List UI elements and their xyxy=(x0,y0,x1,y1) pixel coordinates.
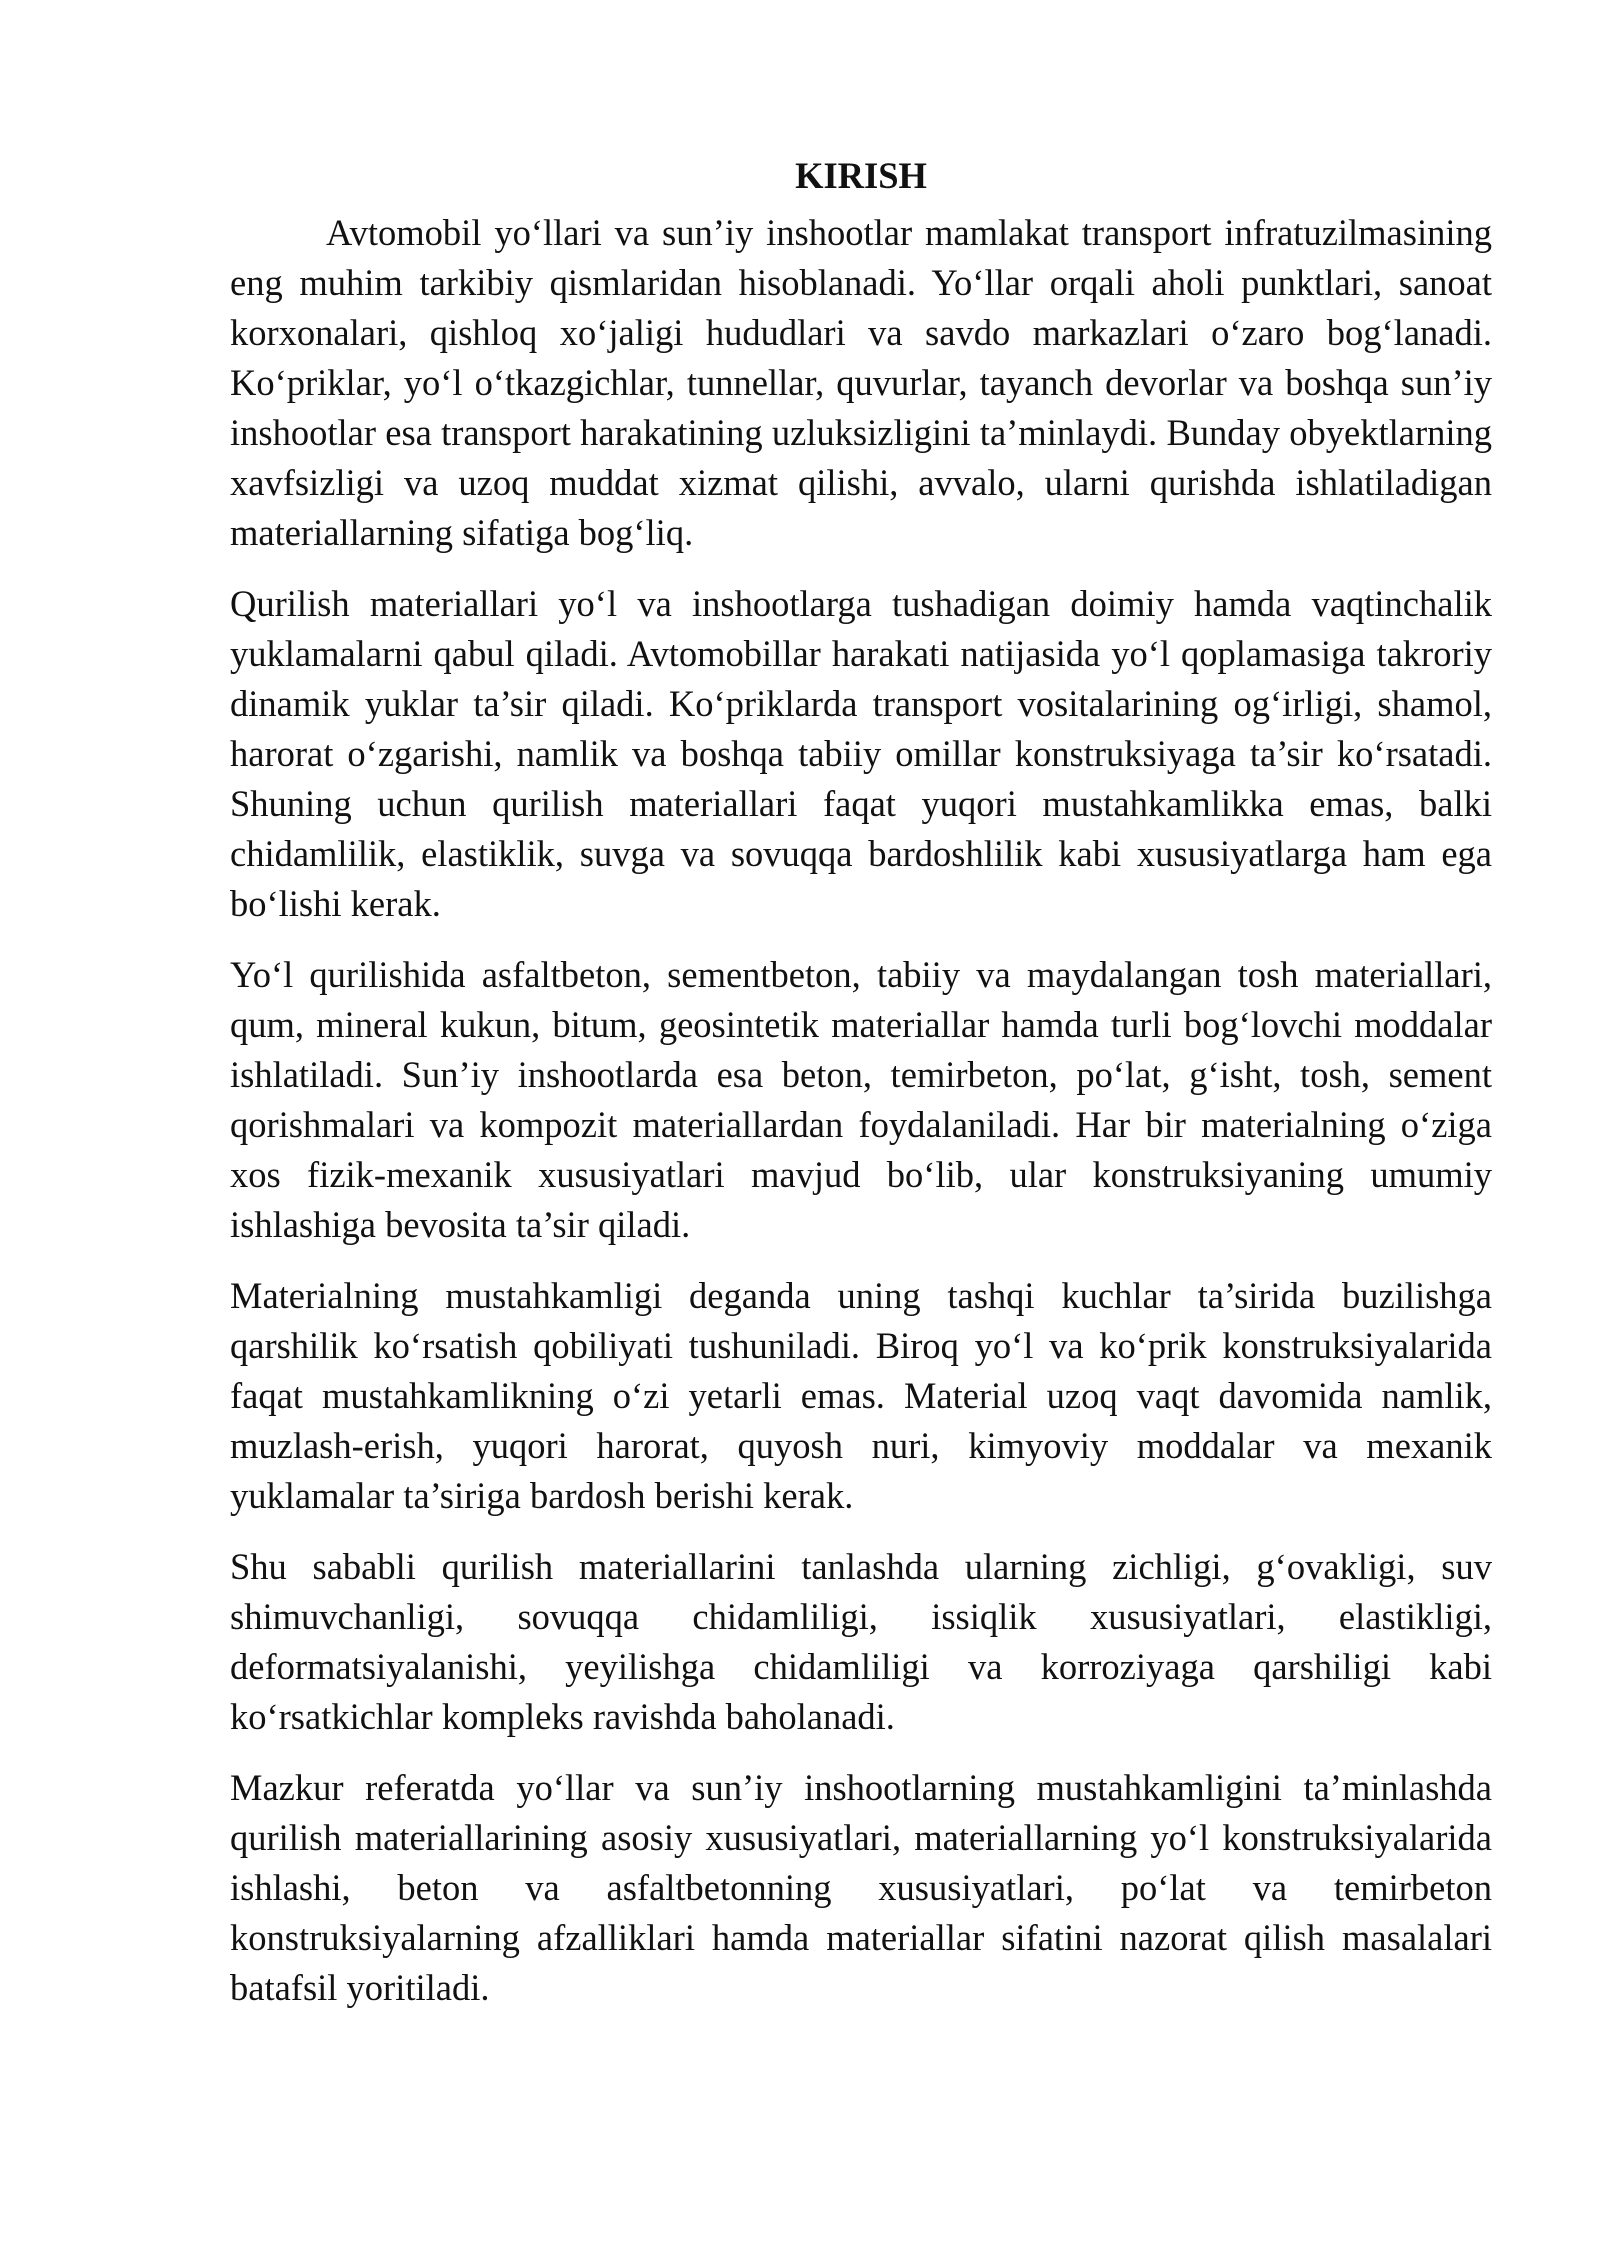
document-body xyxy=(230,146,1492,2034)
page-title: KIRISH xyxy=(795,155,927,196)
paragraph-1: Avtomobil yo‘llari va sun’iy inshootlar mamlakat transport infratuzilmasining eng muhim tarkibiy qismlaridan hisoblanadi. Yo‘llar orqali aholi punktlari, sanoat korxonalari, qishloq xo‘jaligi hududlari va savdo markazlari o‘zaro bog‘lanadi. Ko‘priklar, yo‘l o‘tkazgichlar, tunnellar, quvurlar, tayanch devorlar va boshqa sun’iy inshootlar esa transport harakatining uzluksizligini ta’minlaydi. Bunday obyektlarning xavfsizligi va uzoq muddat xizmat qilishi, avvalo, ularni qurishda ishlatiladigan materiallarning sifatiga bog‘liq. xyxy=(230,212,1492,553)
paragraph-6: Mazkur referatda yo‘llar va sun’iy inshootlarning mustahkamligini ta’minlashda qurilish materiallarining asosiy xususiyatlari, materiallarning yo‘l konstruksiyalarida ishlashi, beton va asfaltbetonning xususiyatlari, po‘lat va temirbeton konstruksiyalarning afzalliklari hamda materiallar sifatini nazorat qilish masalalari batafsil yoritiladi. xyxy=(230,1767,1492,2008)
paragraph-2: Qurilish materiallari yo‘l va inshootlarga tushadigan doimiy hamda vaqtinchalik yuklamalarni qabul qiladi. Avtomobillar harakati natijasida yo‘l qoplamasiga takroriy dinamik yuklar ta’sir qiladi. Ko‘priklarda transport vositalarining og‘irligi, shamol, harorat o‘zgarishi, namlik va boshqa tabiiy omillar konstruksiyaga ta’sir ko‘rsatadi. Shuning uchun qurilish materiallari faqat yuqori mustahkamlikka emas, balki chidamlilik, elastiklik, suvga va sovuqqa bardoshlilik kabi xususiyatlarga ham ega bo‘lishi kerak. xyxy=(230,583,1492,924)
paragraph-3: Yo‘l qurilishida asfaltbeton, sementbeton, tabiiy va maydalangan tosh materiallari, qum, mineral kukun, bitum, geosintetik materiallar hamda turli bog‘lovchi moddalar ishlatiladi. Sun’iy inshootlarda esa beton, temirbeton, po‘lat, g‘isht, tosh, sement qorishmalari va kompozit materiallardan foydalaniladi. Har bir materialning o‘ziga xos fizik-mexanik xususiyatlari mavjud bo‘lib, ular konstruksiyaning umumiy ishlashiga bevosita ta’sir qiladi. xyxy=(230,954,1492,1245)
paragraph-5: Shu sababli qurilish materiallarini tanlashda ularning zichligi, g‘ovakligi, suv shimuvchanligi, sovuqqa chidamliligi, issiqlik xususiyatlari, elastikligi, deformatsiyalanishi, yeyilishga chidamliligi va korroziyaga qarshiligi kabi ko‘rsatkichlar kompleks ravishda baholanadi. xyxy=(230,1546,1492,1737)
paragraph-4: Materialning mustahkamligi deganda uning tashqi kuchlar ta’sirida buzilishga qarshilik ko‘rsatish qobiliyati tushuniladi. Biroq yo‘l va ko‘prik konstruksiyalarida faqat mustahkamlikning o‘zi yetarli emas. Material uzoq vaqt davomida namlik, muzlash-erish, yuqori harorat, quyosh nuri, kimyoviy moddalar va mexanik yuklamalar ta’siriga bardosh berishi kerak. xyxy=(230,1275,1492,1516)
